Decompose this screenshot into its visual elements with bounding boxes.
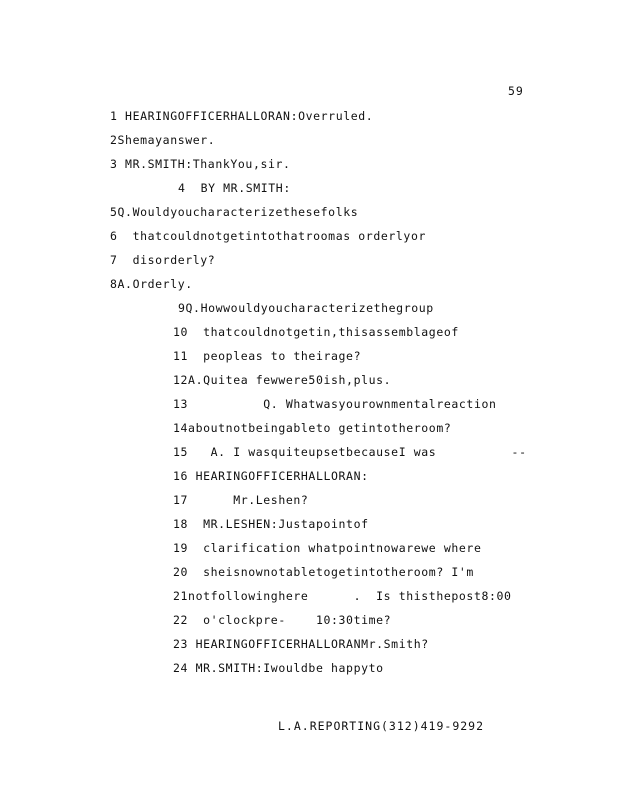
transcript-line: 5Q.Wouldyoucharacterizethesefolks	[110, 205, 359, 219]
transcript-line: 15 A. I wasquiteupsetbecauseI was --	[173, 445, 527, 459]
transcript-line: 4 BY MR.SMITH:	[178, 181, 291, 195]
transcript-line: 22 o'clockpre- 10:30time?	[173, 613, 392, 627]
transcript-line: 23 HEARINGOFFICERHALLORANMr.Smith?	[173, 637, 429, 651]
transcript-line: 16 HEARINGOFFICERHALLORAN:	[173, 469, 369, 483]
transcript-line: 17 Mr.Leshen?	[173, 493, 309, 507]
page-number: 59	[508, 84, 524, 98]
transcript-line: 2Shemayanswer.	[110, 133, 216, 147]
transcript-line: 10 thatcouldnotgetin,thisassemblageof	[173, 325, 459, 339]
transcript-line: 19 clarification whatpointnowarewe where	[173, 541, 482, 555]
transcript-line: 9Q.Howwouldyoucharacterizethegroup	[178, 301, 434, 315]
transcript-line: 21notfollowinghere . Is thisthepost8:00	[173, 589, 512, 603]
transcript-line: 11 peopleas to theirage?	[173, 349, 362, 363]
transcript-line: 6 thatcouldnotgetintothatroomas orderlyor	[110, 229, 426, 243]
transcript-line: 13 Q. Whatwasyourownmentalreaction	[173, 397, 497, 411]
transcript-line: 8A.Orderly.	[110, 277, 193, 291]
transcript-line: 1 HEARINGOFFICERHALLORAN:Overruled.	[110, 109, 374, 123]
transcript-line: 24 MR.SMITH:Iwouldbe happyto	[173, 661, 384, 675]
transcript-line: 12A.Quitea fewwere50ish,plus.	[173, 373, 392, 387]
transcript-line: 7 disorderly?	[110, 253, 216, 267]
transcript-line: 14aboutnotbeingableto getintotheroom?	[173, 421, 452, 435]
transcript-line: 20 sheisnownotabletogetintotheroom? I'm	[173, 565, 474, 579]
transcript-line: 3 MR.SMITH:ThankYou,sir.	[110, 157, 291, 171]
footer-reporting: L.A.REPORTING(312)419-9292	[278, 719, 485, 733]
transcript-line: 18 MR.LESHEN:Justapointof	[173, 517, 369, 531]
